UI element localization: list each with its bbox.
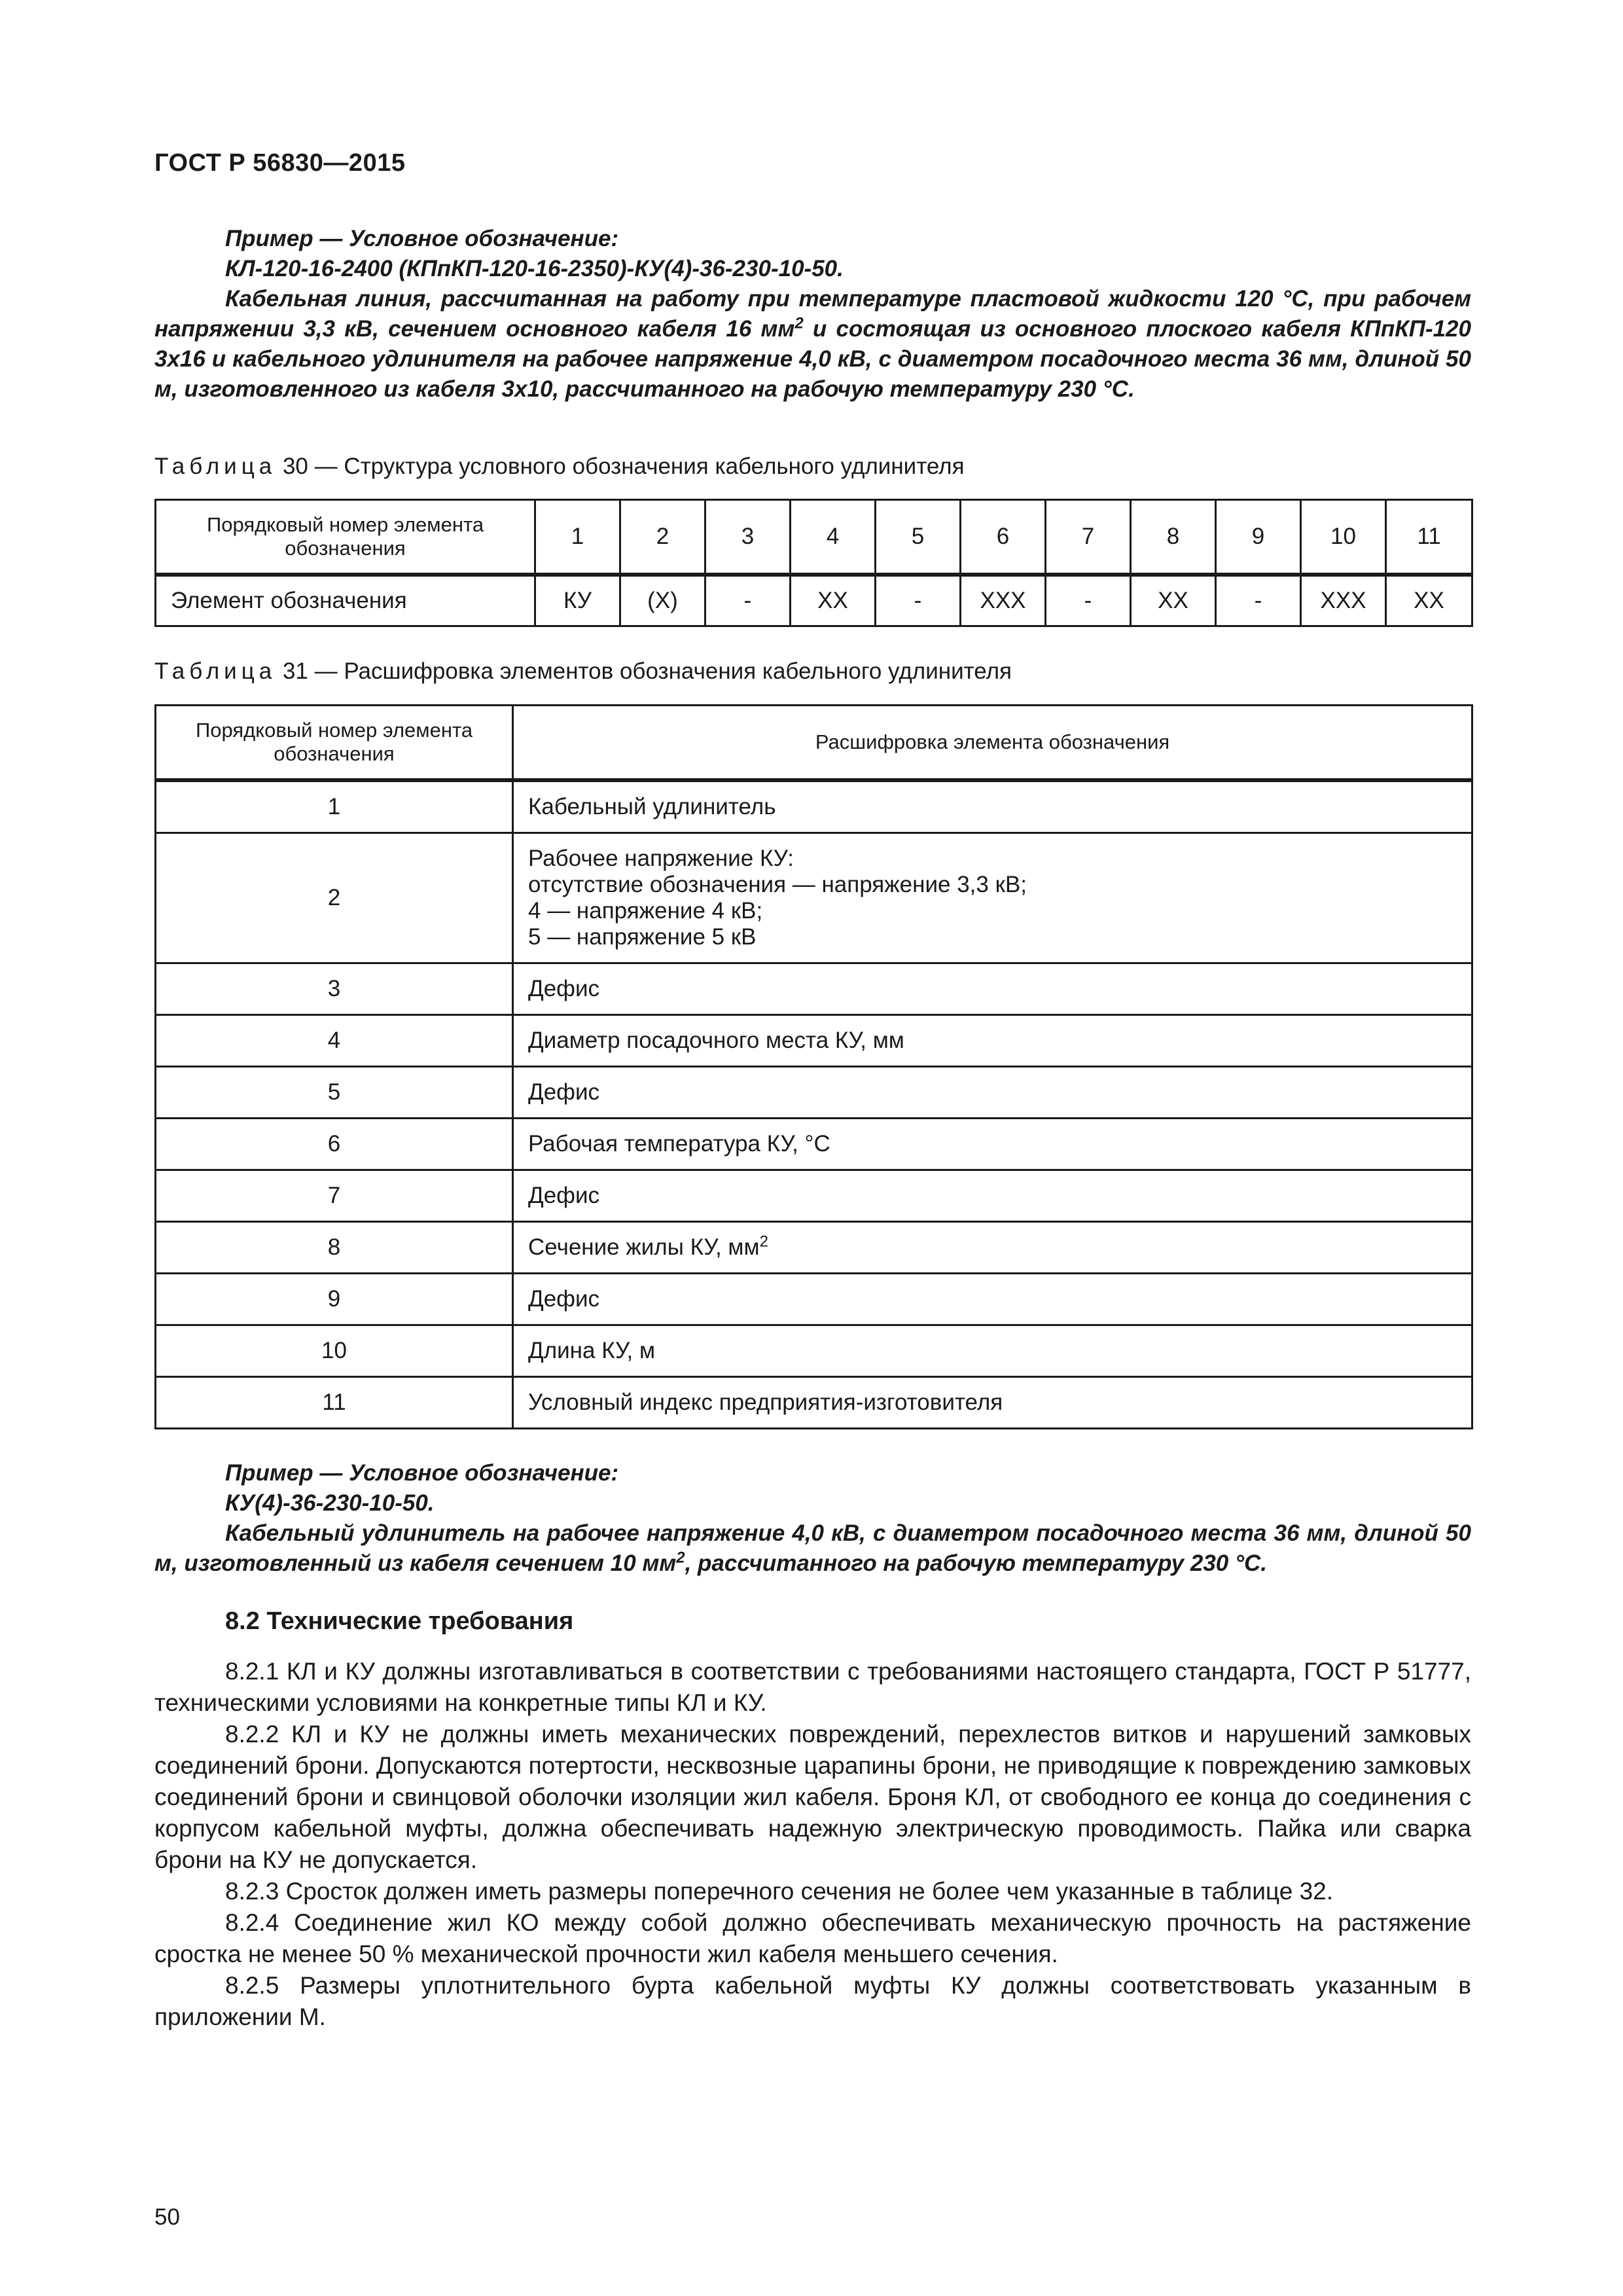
table-cell: Дефис [513, 1274, 1472, 1325]
table-cell: - [1216, 575, 1301, 626]
table-cell: 6 [156, 1119, 513, 1170]
example-code: КЛ-120-16-2400 (КПпКП-120-16-2350)-КУ(4)-36-230-10-50. [225, 256, 844, 281]
table-header-row [156, 706, 1472, 781]
table-cell: - [876, 575, 961, 626]
table-cell: 3 [705, 500, 791, 575]
table-row [156, 1325, 1472, 1377]
table-header-cell: Расшифровка элемента обозначения [513, 706, 1472, 781]
table-cell: 4 [156, 1015, 513, 1067]
table-cell: 2 [620, 500, 705, 575]
document-header: ГОСТ Р 56830—2015 [154, 149, 406, 177]
table-cell: ХХ [791, 575, 876, 626]
table-cell: 7 [1046, 500, 1131, 575]
table-cell: 5 [156, 1067, 513, 1119]
table-row [156, 1067, 1472, 1119]
table-row [156, 1222, 1472, 1274]
table-cell: Дефис [513, 1067, 1472, 1119]
paragraph: 8.2.5 Размеры уплотнительного бурта кабельной муфты КУ должны соответствовать указанным в приложении М. [154, 1972, 1471, 2030]
example-title: Пример — Условное обозначение: [225, 1460, 619, 1486]
example-block-1 [154, 224, 1471, 404]
example-block-2 [154, 1458, 1471, 1579]
table-cell: ХХ [1386, 575, 1472, 626]
table-cell: 11 [1386, 500, 1472, 575]
table-cell: Рабочая температура КУ, °С [513, 1119, 1472, 1170]
table-header-cell: Порядковый номер элемента обозначения [156, 500, 535, 575]
table-row [156, 833, 1472, 963]
table-cell: Кабельный удлинитель [513, 780, 1472, 833]
section-heading: 8.2 Технические требования [225, 1607, 574, 1635]
table-cell: 7 [156, 1170, 513, 1222]
table-row [156, 1377, 1472, 1429]
table-cell: (Х) [620, 575, 705, 626]
table-cell: Условный индекс предприятия-изготовителя [513, 1377, 1472, 1429]
table-31 [154, 704, 1473, 1429]
table-cell: 9 [1216, 500, 1301, 575]
table-31-caption: Таблица 31 — Расшифровка элементов обозначения кабельного удлинителя [154, 658, 1012, 684]
table-cell: - [705, 575, 791, 626]
table-row-label: Элемент обозначения [156, 575, 535, 626]
paragraph: 8.2.4 Соединение жил КО между собой должно обеспечивать механическую прочность на растяжение сростка не менее 50 % механической прочности жил кабеля меньшего сечения. [154, 1909, 1471, 1967]
table-row [156, 500, 1472, 575]
table-cell: Рабочее напряжение КУ: отсутствие обозначения — напряжение 3,3 кВ; 4 — напряжение 4 кВ; 5 — напряжение 5 кВ [513, 833, 1472, 963]
table-row [156, 1274, 1472, 1325]
table-cell: Дефис [513, 963, 1472, 1015]
table-header-cell: Порядковый номер элемента обозначения [156, 706, 513, 781]
table-cell: - [1046, 575, 1131, 626]
table-cell: 10 [1301, 500, 1386, 575]
table-cell: КУ [535, 575, 620, 626]
body-text [154, 1656, 1471, 2033]
table-cell: ХХХ [1301, 575, 1386, 626]
table-row [156, 1119, 1472, 1170]
table-cell: 6 [961, 500, 1046, 575]
table-cell: ХХХ [961, 575, 1046, 626]
table-cell: 10 [156, 1325, 513, 1377]
table-cell: Сечение жилы КУ, $мм^2$ [513, 1222, 1472, 1274]
example-title: Пример — Условное обозначение: [225, 226, 619, 251]
table-cell: 4 [791, 500, 876, 575]
table-cell: Диаметр посадочного места КУ, мм [513, 1015, 1472, 1067]
paragraph: 8.2.2 КЛ и КУ не должны иметь механических повреждений, перехлестов витков и нарушений замковых соединений брони. Допускаются потертости, несквозные царапины брони, не приводящие к повреждению замковых соединений брони и свинцовой оболочки изоляции жил кабеля. Броня КЛ, от свободного ее конца до соединения с корпусом кабельной муфты, должна обеспечивать надежную электрическую проводимость. Пайка или сварка брони на КУ не допускается. [154, 1721, 1471, 1873]
table-cell: 1 [535, 500, 620, 575]
table-cell: 1 [156, 780, 513, 833]
table-cell: 3 [156, 963, 513, 1015]
table-30 [154, 499, 1473, 627]
table-cell: 8 [1131, 500, 1216, 575]
table-cell: 5 [876, 500, 961, 575]
table-30-caption: Таблица 30 — Структура условного обозначения кабельного удлинителя [154, 454, 965, 479]
example-text: Кабельный удлинитель на рабочее напряжение 4,0 кВ, с диаметром посадочного места 36 мм, длиной 50 м, изготовленный из кабеля сечением 10 $мм^2$, рассчитанного на рабочую температуру 230 °С. [154, 1520, 1471, 1576]
table-cell: Дефис [513, 1170, 1472, 1222]
example-code: КУ(4)-36-230-10-50. [225, 1490, 435, 1516]
paragraph: 8.2.1 КЛ и КУ должны изготавливаться в соответствии с требованиями настоящего стандарта, ГОСТ Р 51777, техническими условиями на конкретные типы КЛ и КУ. [154, 1658, 1471, 1716]
table-row [156, 963, 1472, 1015]
table-cell: ХХ [1131, 575, 1216, 626]
table-row [156, 1170, 1472, 1222]
page-number: 50 [154, 2204, 180, 2230]
table-cell: 11 [156, 1377, 513, 1429]
table-cell: 9 [156, 1274, 513, 1325]
table-cell: 2 [156, 833, 513, 963]
table-row [156, 780, 1472, 833]
table-cell: 8 [156, 1222, 513, 1274]
table-row [156, 1015, 1472, 1067]
table-row [156, 575, 1472, 626]
table-cell: Длина КУ, м [513, 1325, 1472, 1377]
paragraph: 8.2.3 Сросток должен иметь размеры поперечного сечения не более чем указанные в таблице 32. [225, 1878, 1334, 1905]
example-text: Кабельная линия, рассчитанная на работу при температуре пластовой жидкости 120 °С, при рабочем напряжении 3,3 кВ, сечением основного кабеля 16 $мм^2$ и состоящая из основного плоского кабеля КПпКП-120 3х16 и кабельного удлинителя на рабочее напряжение 4,0 кВ, с диаметром посадочного места 36 мм, длиной 50 м, изготовленного из кабеля 3х10, рассчитанного на рабочую температуру 230 °С. [154, 286, 1471, 402]
